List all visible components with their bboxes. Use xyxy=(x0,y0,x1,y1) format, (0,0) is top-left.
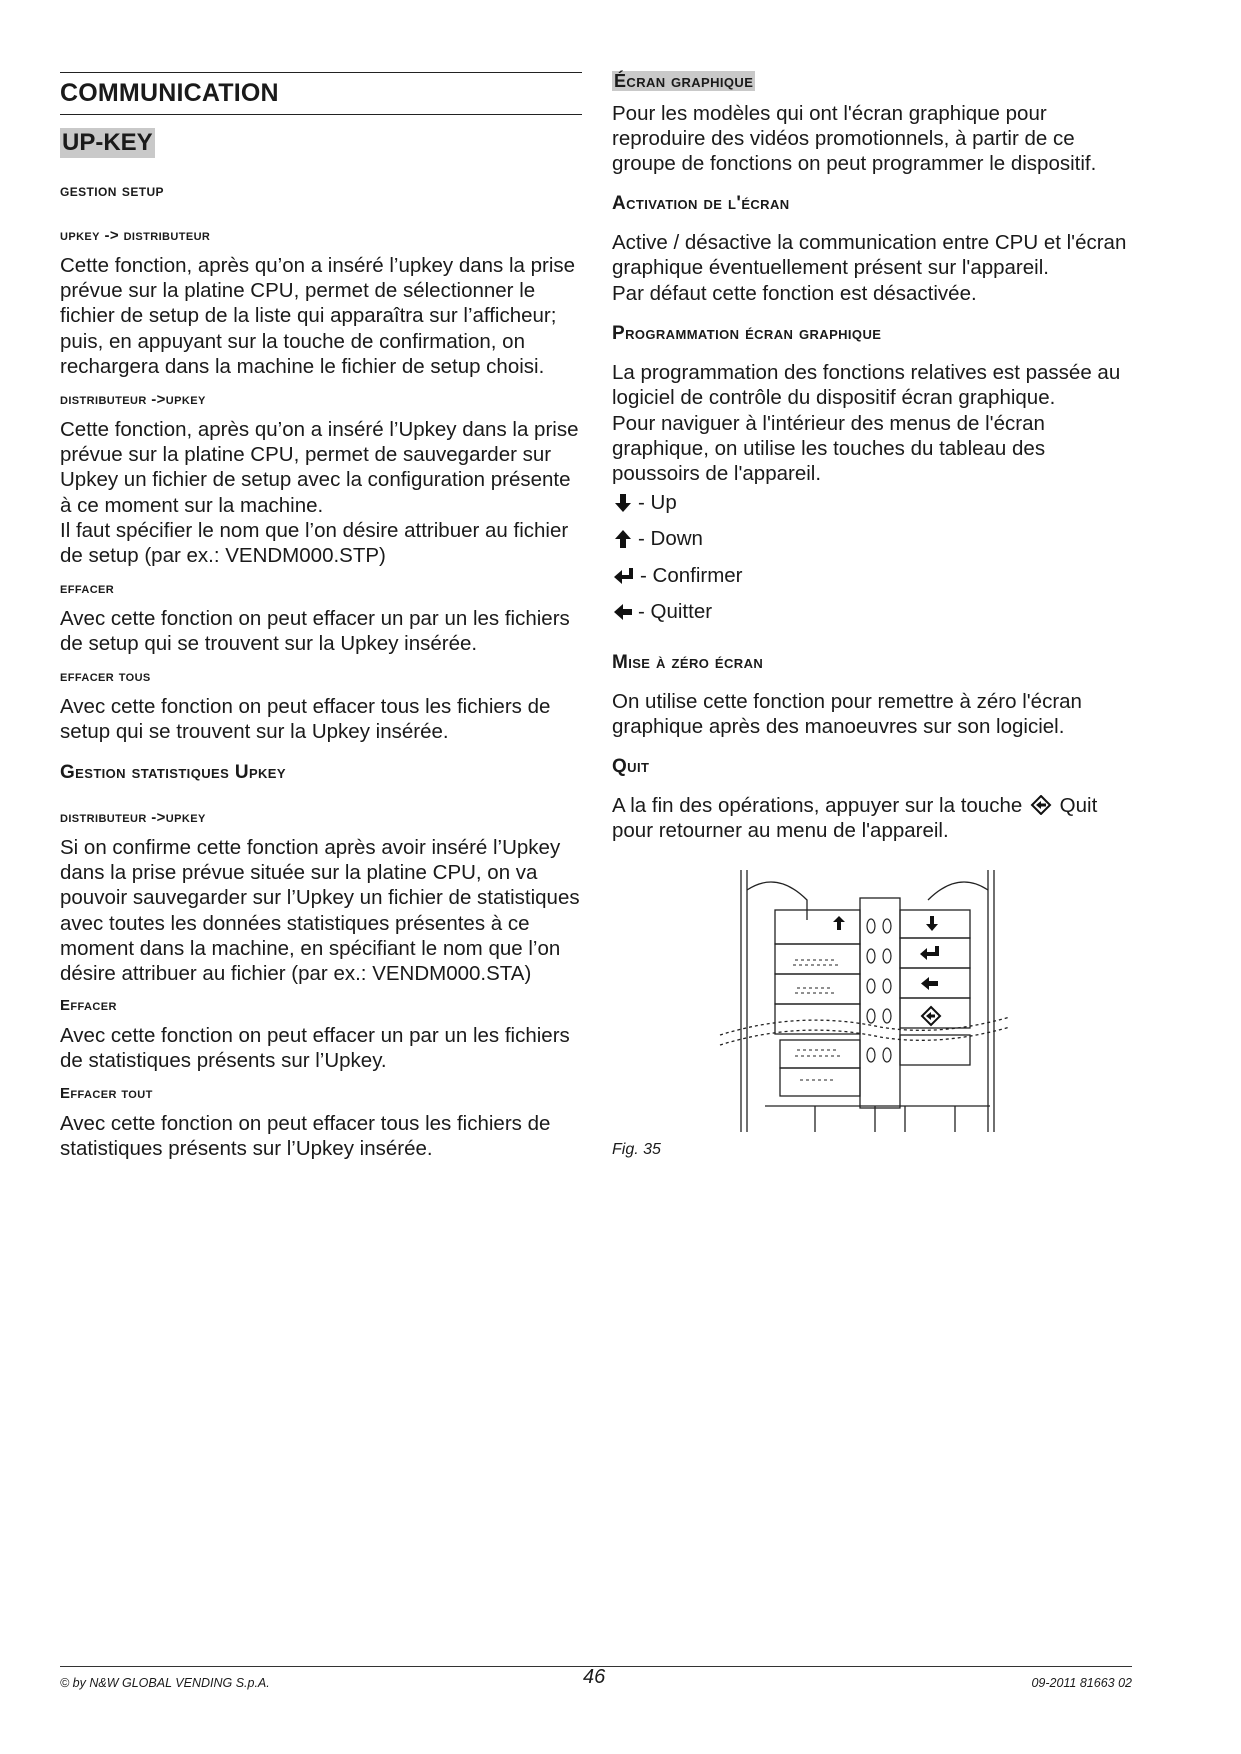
paragraph-effacer: Avec cette fonction on peut effacer un par un les fichiers de setup qui se trouvent sur la Upkey insérée. xyxy=(60,607,570,656)
button-panel-figure xyxy=(705,870,1025,1135)
key-up-label: - Up xyxy=(638,491,677,514)
heading-gestion-statistiques: Gestion statistiques Upkey xyxy=(60,762,286,783)
quit-text-1: A la fin des opérations, appuyer sur la touche xyxy=(612,794,1023,817)
paragraph-distributeur-upkey-2: Il faut spécifier le nom que l’on désire attribuer au fichier de setup (par ex.: VENDM000.STP) xyxy=(60,519,569,568)
key-confirm-label: - Confirmer xyxy=(640,564,743,587)
quit-text-3: pour retourner au menu de l'appareil. xyxy=(612,819,949,843)
section-title: COMMUNICATION xyxy=(60,79,279,107)
key-confirm-line xyxy=(612,564,743,588)
paragraph-effacer-tous: Avec cette fonction on peut effacer tous les fichiers de setup qui se trouvent sur la Upkey insérée. xyxy=(60,695,551,744)
heading-programmation: Programmation écran graphique xyxy=(612,323,882,344)
paragraph-ecran-graphique: Pour les modèles qui ont l'écran graphique pour reproduire des vidéos promotionnels, à partir de ce groupe de fonctions on peut programmer le dispositif. xyxy=(612,102,1097,176)
paragraph-mise-a-zero: On utilise cette fonction pour remettre à zéro l'écran graphique après des manoeuvres sur son logiciel. xyxy=(612,690,1082,739)
paragraph-activation-1: Active / désactive la communication entre CPU et l'écran graphique éventuellement présent sur l'appareil. xyxy=(612,231,1127,280)
arrow-down-icon xyxy=(612,492,634,514)
footer-page-number: 46 xyxy=(583,1666,606,1688)
paragraph-effacer-stat: Avec cette fonction on peut effacer un par un les fichiers de statistiques présents sur l’Upkey. xyxy=(60,1024,570,1073)
heading-effacer: effacer xyxy=(60,580,115,597)
key-up-line xyxy=(612,491,677,515)
heading-activation: Activation de l'écran xyxy=(612,193,790,214)
heading-effacer-tout: Effacer tout xyxy=(60,1085,153,1102)
quit-text-2: Quit xyxy=(1059,794,1098,817)
paragraph-programmation-1: La programmation des fonctions relatives est passée au logiciel de contrôle du dispositif écran graphique. xyxy=(612,361,1121,410)
key-quit-line xyxy=(612,600,712,624)
arrow-left-icon xyxy=(612,601,634,623)
figure-caption: Fig. 35 xyxy=(612,1141,661,1158)
top-rule-left xyxy=(60,72,582,73)
heading-upkey-distributeur: upkey -> distributeur xyxy=(60,227,211,244)
heading-effacer-tous: effacer tous xyxy=(60,668,151,685)
title-underline xyxy=(60,114,582,115)
heading-ecran-graphique xyxy=(612,71,755,92)
heading-effacer-stat: Effacer xyxy=(60,997,117,1014)
heading-quit: Quit xyxy=(612,756,650,777)
subsection-title: UP-KEY xyxy=(62,129,153,156)
arrow-up-icon xyxy=(612,528,634,550)
paragraph-distributeur-upkey-stat: Si on confirme cette fonction après avoir inséré l’Upkey dans la prise prévue située sur la platine CPU, on va pouvoir sauvegarder sur l’Upkey un fichier de statistiques avec toutes les données statistiques présentes à ce moment dans la machine, en spécifiant le nom que l’on désire attribuer au fichier (par ex.: VENDM000.STA) xyxy=(60,836,580,986)
heading-distributeur-upkey: distributeur ->upkey xyxy=(60,391,206,408)
key-down-label: - Down xyxy=(638,527,703,550)
key-down-line xyxy=(612,527,703,551)
paragraph-activation-2: Par défaut cette fonction est désactivée. xyxy=(612,282,977,305)
paragraph-programmation-2: Pour naviguer à l'intérieur des menus de l'écran graphique, on utilise les touches du tableau des poussoirs de l'appareil. xyxy=(612,412,1046,486)
footer-copyright: © by N&W GLOBAL VENDING S.p.A. xyxy=(60,1676,270,1690)
paragraph-quit xyxy=(612,793,1142,843)
paragraph-upkey-distributeur: Cette fonction, après qu’on a inséré l’upkey dans la prise prévue sur la platine CPU, permet de sélectionner le fichier de setup de la liste qui apparaîtra sur l’afficheur; puis, en appuyant sur la touche de confirmation, on rechargera dans la machine le fichier de setup choisi. xyxy=(60,254,576,378)
key-quit-label: - Quitter xyxy=(638,600,713,623)
heading-ecran-graphique-text: Écran graphique xyxy=(614,71,754,91)
quit-diamond-icon xyxy=(1030,795,1052,815)
heading-gestion-setup: gestion setup xyxy=(60,181,164,200)
heading-mise-a-zero: Mise à zéro écran xyxy=(612,652,764,673)
heading-distributeur-upkey-stat: distributeur ->upkey xyxy=(60,809,206,826)
paragraph-effacer-tout: Avec cette fonction on peut effacer tous les fichiers de statistiques présents sur l’Upkey insérée. xyxy=(60,1112,551,1161)
paragraph-distributeur-upkey-1: Cette fonction, après qu’on a inséré l’Upkey dans la prise prévue sur la platine CPU, permet de sauvegarder sur Upkey un fichier de setup avec la configuration présente à ce moment sur la machine. xyxy=(60,418,579,517)
enter-arrow-icon xyxy=(612,565,636,587)
footer-doc-code: 09-2011 81663 02 xyxy=(1031,1676,1132,1690)
